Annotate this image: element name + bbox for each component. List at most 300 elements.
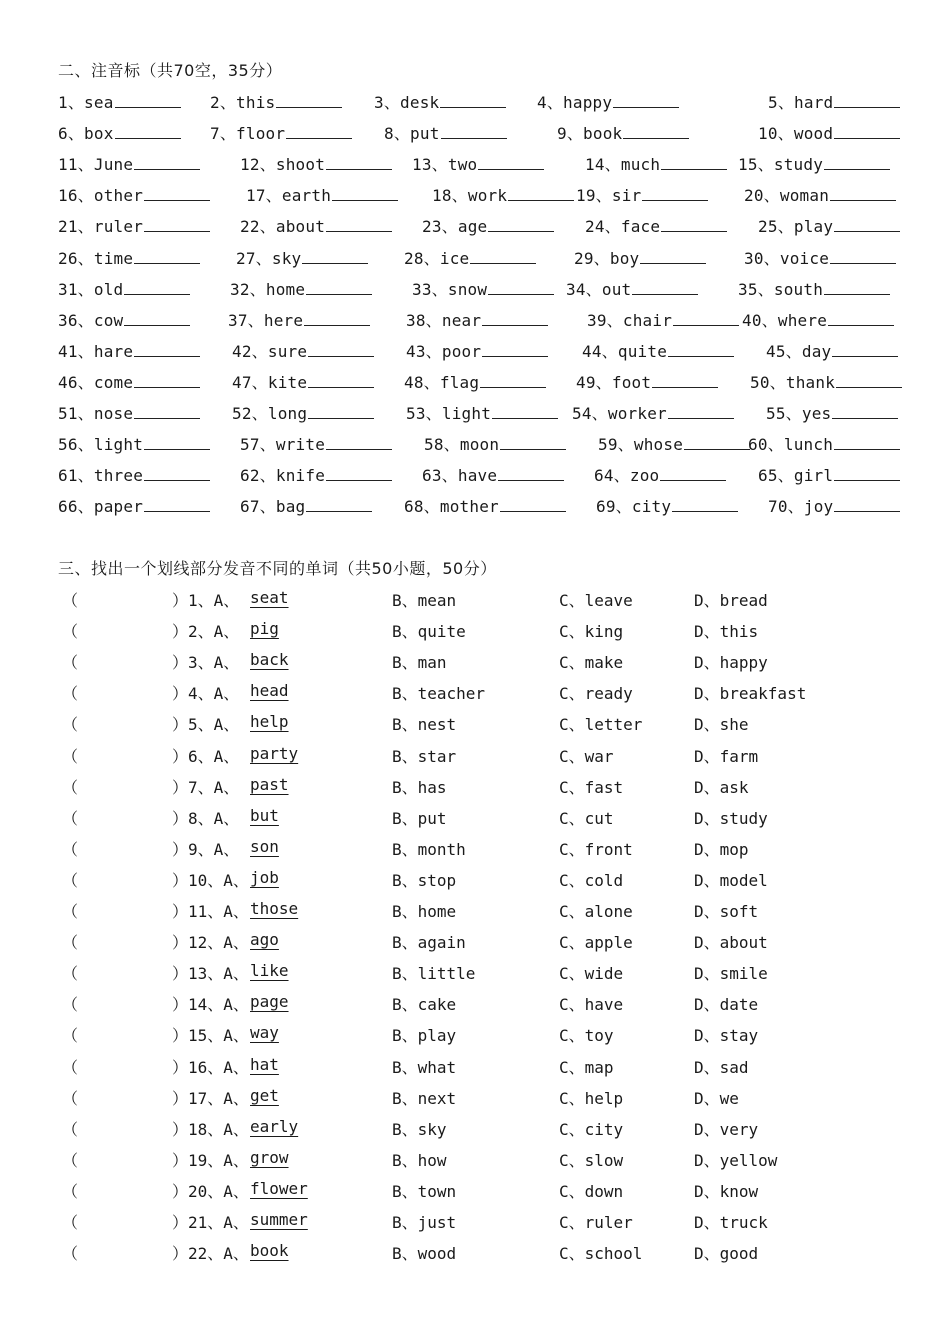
answer-space[interactable] (80, 1023, 172, 1043)
option-d: D、about (694, 933, 768, 953)
answer-blank[interactable] (632, 278, 698, 295)
answer-paren-open: （ (62, 964, 79, 984)
answer-blank[interactable] (824, 153, 890, 170)
answer-blank[interactable] (834, 464, 900, 481)
phonetic-item (758, 214, 900, 237)
option-b: B、wood (392, 1244, 457, 1264)
phonetic-word: 12、shoot (240, 155, 326, 175)
question-number: ）16、A、 (172, 1057, 249, 1077)
answer-blank[interactable] (488, 215, 554, 232)
phonetic-word: 63、have (422, 466, 498, 486)
phonetic-item (738, 152, 890, 175)
phonetic-item (210, 121, 352, 144)
option-b: B、sky (392, 1119, 447, 1139)
option-c: C、down (559, 1181, 624, 1201)
answer-blank[interactable] (482, 309, 548, 326)
phonetic-item (58, 90, 181, 113)
phonetic-row (0, 121, 950, 149)
phonetic-row (0, 246, 950, 274)
phonetic-item (236, 246, 368, 269)
answer-blank[interactable] (144, 215, 210, 232)
phonetic-word: 21、ruler (58, 217, 144, 237)
question-row (0, 775, 950, 803)
answer-blank[interactable] (613, 91, 679, 108)
answer-blank[interactable] (134, 153, 200, 170)
phonetic-word: 18、work (432, 186, 508, 206)
question-row (0, 930, 950, 958)
phonetic-word: 11、June (58, 155, 134, 175)
phonetic-word: 10、wood (758, 124, 834, 144)
phonetic-row (0, 152, 950, 180)
answer-space[interactable] (80, 961, 172, 981)
answer-blank[interactable] (144, 184, 210, 201)
phonetic-item (232, 339, 374, 362)
phonetic-word: 68、mother (404, 497, 499, 517)
phonetic-word: 32、home (230, 279, 306, 299)
answer-blank[interactable] (834, 495, 900, 512)
phonetic-item (758, 121, 900, 144)
option-a: page (250, 992, 289, 1012)
phonetic-item (585, 214, 727, 237)
answer-space[interactable] (80, 806, 172, 826)
phonetic-item (576, 370, 718, 393)
option-c: C、alone (559, 902, 633, 921)
phonetic-item (744, 246, 896, 269)
answer-blank[interactable] (440, 91, 506, 108)
answer-blank[interactable] (276, 91, 342, 108)
phonetic-item (58, 463, 210, 486)
phonetic-word: 66、paper (58, 497, 144, 517)
phonetic-item (750, 370, 902, 393)
answer-blank[interactable] (286, 122, 352, 139)
answer-space[interactable] (80, 588, 172, 608)
answer-blank[interactable] (134, 402, 200, 419)
phonetic-word: 9、book (557, 124, 623, 144)
phonetic-word: 20、woman (744, 186, 830, 206)
question-number: ）18、A、 (172, 1119, 249, 1139)
answer-blank[interactable] (836, 371, 902, 388)
phonetic-word: 35、south (738, 279, 824, 299)
question-number: ）10、A、 (172, 870, 249, 890)
answer-paren-open: （ (62, 1119, 79, 1139)
phonetic-word: 62、knife (240, 466, 326, 486)
option-d: D、know (694, 1181, 759, 1201)
answer-blank[interactable] (134, 340, 200, 357)
phonetic-word: 36、cow (58, 310, 124, 330)
phonetic-item (768, 494, 900, 517)
phonetic-word: 1、sea (58, 93, 114, 112)
answer-blank[interactable] (308, 371, 374, 388)
answer-blank[interactable] (488, 278, 554, 295)
answer-blank[interactable] (115, 122, 181, 139)
answer-space[interactable] (80, 681, 172, 701)
answer-paren-open: （ (62, 622, 79, 642)
option-d: D、date (694, 995, 759, 1015)
phonetic-word: 30、voice (744, 248, 830, 268)
option-a: ago (250, 930, 279, 950)
answer-paren-open: （ (62, 808, 79, 828)
phonetic-item (582, 339, 734, 362)
question-row (0, 899, 950, 927)
option-a: pig (250, 619, 279, 639)
option-c: C、help (559, 1088, 624, 1108)
answer-blank[interactable] (124, 309, 190, 326)
question-number: ）19、A、 (172, 1150, 249, 1170)
phonetic-word: 19、sir (576, 186, 642, 206)
answer-space[interactable] (80, 619, 172, 639)
answer-blank[interactable] (134, 371, 200, 388)
phonetic-item (598, 432, 750, 455)
phonetic-word: 22、about (240, 217, 326, 237)
answer-space[interactable] (80, 930, 172, 950)
answer-blank[interactable] (508, 184, 574, 201)
answer-blank[interactable] (660, 464, 726, 481)
answer-blank[interactable] (500, 495, 566, 512)
answer-blank[interactable] (623, 122, 689, 139)
question-number: ）17、A、 (172, 1088, 249, 1108)
phonetic-word: 43、poor (406, 341, 482, 361)
phonetic-word: 46、come (58, 372, 134, 392)
answer-space[interactable] (80, 1241, 172, 1261)
answer-space[interactable] (80, 992, 172, 1012)
phonetic-item (58, 183, 210, 206)
answer-space[interactable] (80, 868, 172, 888)
question-row (0, 1210, 950, 1238)
option-a: help (250, 712, 289, 732)
option-d: D、she (694, 715, 749, 735)
answer-paren-open: （ (62, 1150, 79, 1170)
answer-blank[interactable] (824, 278, 890, 295)
phonetic-word: 23、age (422, 217, 488, 237)
option-d: D、breakfast (694, 684, 807, 704)
option-b: B、quite (392, 622, 466, 642)
phonetic-item (537, 90, 679, 113)
question-number: ）4、A、 (172, 684, 240, 704)
answer-space[interactable] (80, 712, 172, 732)
question-number: ）15、A、 (172, 1026, 249, 1046)
phonetic-row (0, 401, 950, 429)
option-d: D、we (694, 1088, 739, 1108)
answer-blank[interactable] (326, 215, 392, 232)
option-a: flower (250, 1178, 308, 1198)
phonetic-item (58, 432, 210, 455)
question-number: ）8、A、 (172, 808, 240, 828)
option-d: D、this (694, 622, 759, 642)
answer-blank[interactable] (830, 247, 896, 264)
phonetic-item (768, 90, 900, 113)
option-b: B、just (392, 1213, 457, 1232)
option-d: D、stay (694, 1026, 759, 1046)
answer-paren-open: （ (62, 653, 79, 673)
phonetic-word: 47、kite (232, 372, 308, 392)
phonetic-word: 48、flag (404, 372, 480, 392)
answer-blank[interactable] (661, 153, 727, 170)
phonetic-row (0, 277, 950, 305)
phonetic-row (0, 183, 950, 211)
answer-space[interactable] (80, 899, 172, 919)
phonetic-item (58, 246, 200, 269)
phonetic-row (0, 494, 950, 522)
answer-blank[interactable] (306, 278, 372, 295)
phonetic-word: 34、out (566, 279, 632, 299)
answer-blank[interactable] (640, 247, 706, 264)
phonetic-word: 40、where (742, 310, 828, 330)
option-b: B、next (392, 1088, 457, 1108)
question-number: ）9、A、 (172, 839, 240, 859)
option-d: D、very (694, 1119, 759, 1139)
answer-paren-open: （ (62, 902, 79, 921)
phonetic-word: 52、long (232, 404, 308, 423)
phonetic-item (557, 121, 689, 144)
option-c: C、letter (559, 715, 643, 735)
answer-blank[interactable] (832, 402, 898, 419)
answer-paren-open: （ (62, 715, 79, 735)
phonetic-item (232, 401, 374, 424)
option-a: son (250, 836, 279, 856)
answer-space[interactable] (80, 744, 172, 764)
phonetic-item (406, 339, 548, 362)
phonetic-word: 33、snow (412, 279, 488, 299)
phonetic-item (766, 401, 898, 424)
question-row (0, 744, 950, 772)
phonetic-item (230, 277, 372, 300)
answer-blank[interactable] (834, 433, 900, 450)
question-number: ）1、A、 (172, 591, 240, 610)
phonetic-item (412, 277, 554, 300)
answer-space[interactable] (80, 1117, 172, 1137)
answer-blank[interactable] (834, 122, 900, 139)
option-b: B、stop (392, 870, 457, 890)
answer-blank[interactable] (492, 402, 558, 419)
phonetic-word: 59、whose (598, 435, 684, 455)
question-row (0, 1023, 950, 1051)
phonetic-word: 26、time (58, 248, 134, 268)
phonetic-item (766, 339, 898, 362)
phonetic-word: 41、hare (58, 341, 134, 361)
option-b: B、star (392, 746, 457, 766)
answer-paren-open: （ (62, 1181, 79, 1201)
answer-blank[interactable] (306, 495, 372, 512)
question-row (0, 681, 950, 709)
question-row (0, 650, 950, 678)
answer-space[interactable] (80, 837, 172, 857)
phonetic-row (0, 214, 950, 242)
answer-blank[interactable] (115, 91, 181, 108)
phonetic-item (585, 152, 727, 175)
option-a: job (250, 867, 279, 887)
answer-blank[interactable] (661, 215, 727, 232)
answer-space[interactable] (80, 1055, 172, 1075)
answer-paren-open: （ (62, 1244, 79, 1264)
phonetic-word: 65、girl (758, 466, 834, 486)
phonetic-word: 70、joy (768, 497, 834, 517)
option-b: B、put (392, 808, 447, 828)
question-number: ）22、A、 (172, 1244, 249, 1264)
question-number: ）13、A、 (172, 964, 249, 984)
option-d: D、yellow (694, 1150, 778, 1170)
phonetic-item (587, 308, 739, 331)
phonetic-item (404, 370, 546, 393)
answer-paren-open: （ (62, 870, 79, 890)
phonetic-word: 49、foot (576, 372, 652, 392)
phonetic-row (0, 432, 950, 460)
answer-space[interactable] (80, 1148, 172, 1168)
answer-blank[interactable] (441, 122, 507, 139)
option-c: C、ready (559, 684, 633, 704)
phonetic-item (240, 494, 372, 517)
option-b: B、cake (392, 995, 457, 1015)
answer-blank[interactable] (668, 402, 734, 419)
phonetic-row (0, 463, 950, 491)
answer-blank[interactable] (828, 309, 894, 326)
question-row (0, 712, 950, 740)
answer-paren-open: （ (62, 777, 79, 797)
phonetic-word: 51、nose (58, 404, 134, 423)
answer-blank[interactable] (144, 495, 210, 512)
phonetic-word: 67、bag (240, 497, 306, 517)
phonetic-item (374, 90, 506, 113)
answer-blank[interactable] (326, 464, 392, 481)
phonetic-word: 13、two (412, 155, 478, 175)
option-c: C、apple (559, 933, 633, 953)
answer-blank[interactable] (652, 371, 718, 388)
section-2-title: 二、注音标（共70空，35分） (58, 61, 283, 80)
answer-blank[interactable] (302, 247, 368, 264)
option-c: C、city (559, 1119, 624, 1139)
option-c: C、cold (559, 870, 624, 890)
answer-blank[interactable] (830, 184, 896, 201)
answer-blank[interactable] (326, 153, 392, 170)
answer-blank[interactable] (642, 184, 708, 201)
question-number: ）12、A、 (172, 933, 249, 953)
answer-blank[interactable] (500, 433, 566, 450)
phonetic-word: 3、desk (374, 93, 440, 112)
answer-blank[interactable] (470, 247, 536, 264)
answer-blank[interactable] (834, 91, 900, 108)
phonetic-row (0, 370, 950, 398)
answer-blank[interactable] (834, 215, 900, 232)
phonetic-item (58, 339, 200, 362)
answer-blank[interactable] (144, 433, 210, 450)
phonetic-word: 60、lunch (748, 435, 834, 455)
answer-paren-open: （ (62, 1213, 79, 1232)
question-row (0, 1241, 950, 1269)
phonetic-item (240, 432, 392, 455)
question-row (0, 619, 950, 647)
answer-blank[interactable] (673, 309, 739, 326)
phonetic-item (404, 246, 536, 269)
phonetic-word: 50、thank (750, 372, 836, 392)
answer-blank[interactable] (124, 278, 190, 295)
phonetic-item (228, 308, 370, 331)
option-a: but (250, 805, 279, 825)
answer-blank[interactable] (308, 402, 374, 419)
option-a: past (250, 774, 289, 794)
question-number: ）5、A、 (172, 715, 240, 735)
option-c: C、have (559, 995, 624, 1015)
option-a: hat (250, 1054, 279, 1074)
phonetic-item (432, 183, 574, 206)
answer-space[interactable] (80, 1210, 172, 1230)
phonetic-item (58, 494, 210, 517)
phonetic-word: 58、moon (424, 435, 500, 455)
option-d: D、study (694, 808, 768, 828)
phonetic-item (406, 401, 558, 424)
phonetic-item (232, 370, 374, 393)
option-c: C、map (559, 1057, 614, 1077)
answer-blank[interactable] (672, 495, 738, 512)
phonetic-item (240, 214, 392, 237)
question-row (0, 1117, 950, 1145)
phonetic-word: 8、put (384, 124, 440, 144)
answer-space[interactable] (80, 650, 172, 670)
question-number: ）6、A、 (172, 746, 240, 766)
option-b: B、little (392, 964, 476, 984)
phonetic-item (58, 370, 200, 393)
phonetic-word: 15、study (738, 155, 824, 175)
answer-blank[interactable] (308, 340, 374, 357)
question-row (0, 868, 950, 896)
option-b: B、what (392, 1057, 457, 1077)
answer-paren-open: （ (62, 746, 79, 766)
option-d: D、farm (694, 746, 759, 766)
answer-space[interactable] (80, 1179, 172, 1199)
answer-blank[interactable] (478, 153, 544, 170)
answer-paren-open: （ (62, 839, 79, 859)
answer-space[interactable] (80, 775, 172, 795)
question-number: ）7、A、 (172, 777, 240, 797)
phonetic-word: 38、near (406, 310, 482, 330)
phonetic-word: 5、hard (768, 93, 834, 112)
option-d: D、smile (694, 964, 768, 984)
answer-blank[interactable] (482, 340, 548, 357)
answer-blank[interactable] (134, 247, 200, 264)
section-3-title: 三、找出一个划线部分发音不同的单词（共50小题，50分） (58, 559, 497, 578)
option-b: B、again (392, 933, 466, 953)
phonetic-item (744, 183, 896, 206)
answer-blank[interactable] (326, 433, 392, 450)
answer-blank[interactable] (668, 340, 734, 357)
answer-paren-open: （ (62, 933, 79, 953)
phonetic-item (210, 90, 342, 113)
phonetic-word: 54、worker (572, 404, 667, 423)
option-b: B、home (392, 902, 457, 921)
phonetic-word: 55、yes (766, 404, 832, 423)
option-a: get (250, 1085, 279, 1105)
option-c: C、toy (559, 1026, 614, 1046)
answer-paren-open: （ (62, 1057, 79, 1077)
option-a: way (250, 1023, 279, 1043)
answer-blank[interactable] (144, 464, 210, 481)
option-a: back (250, 650, 289, 670)
option-a: summer (250, 1210, 308, 1229)
phonetic-item (384, 121, 507, 144)
answer-blank[interactable] (304, 309, 370, 326)
option-c: C、make (559, 653, 624, 673)
option-c: C、front (559, 839, 633, 859)
answer-blank[interactable] (332, 184, 398, 201)
phonetic-item (594, 463, 726, 486)
answer-blank[interactable] (480, 371, 546, 388)
answer-blank[interactable] (498, 464, 564, 481)
answer-space[interactable] (80, 1086, 172, 1106)
phonetic-item (406, 308, 548, 331)
answer-blank[interactable] (684, 433, 750, 450)
question-row (0, 806, 950, 834)
answer-blank[interactable] (832, 340, 898, 357)
option-b: B、has (392, 777, 447, 797)
phonetic-item (422, 463, 564, 486)
